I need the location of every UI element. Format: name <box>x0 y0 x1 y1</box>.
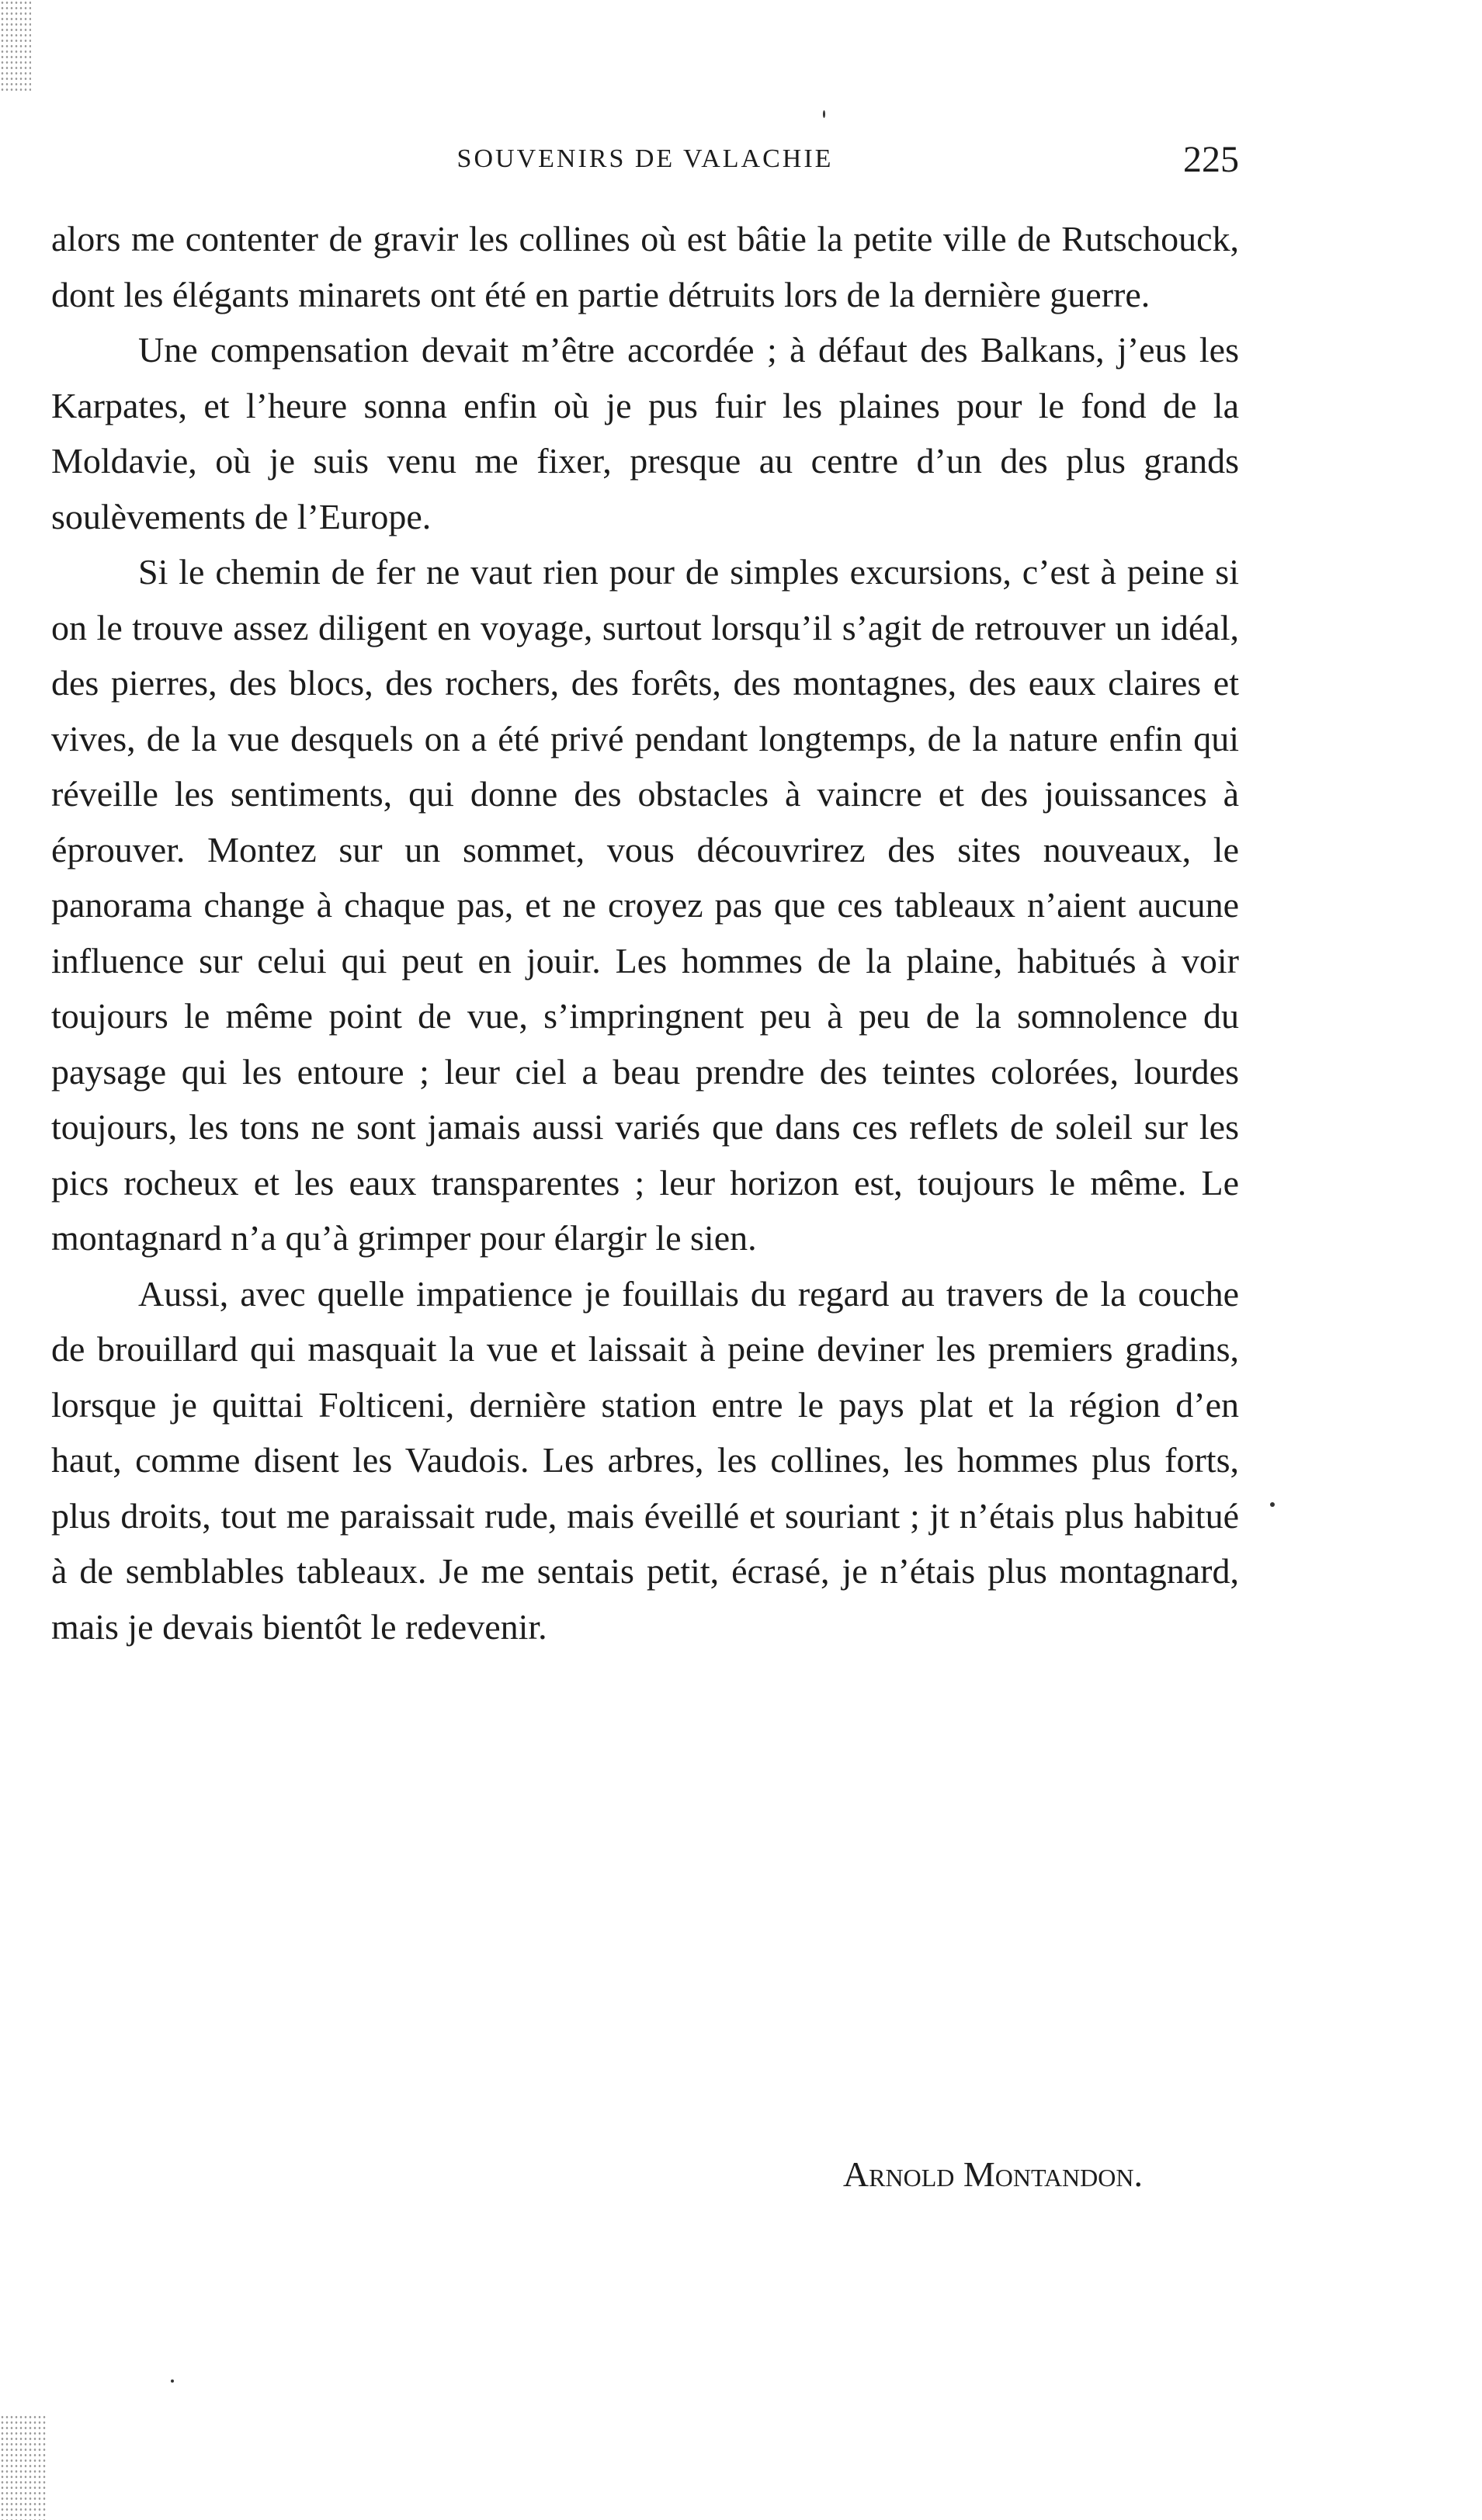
paragraph: Une compensation devait m’être accordée ; à défaut des Balkans, j’eus les Karpates, et l’heure sonna enfin où je pus fuir les plaines pour le fond de la Moldavie, où je suis venu me fixer, presque au centre d’un des plus grands soulèvements de l’Europe. <box>51 330 1239 536</box>
author-signature: Arnold Montandon. <box>842 2154 1143 2194</box>
paragraph: Si le chemin de fer ne vaut rien pour de simples excursions, c’est à peine si on le trouve assez diligent en voyage, surtout lorsqu’il s’agit de retrouver un idéal, des pierres, des blocs, des rochers, des forêts, des montagnes, des eaux claires et vives, de la vue desquels on a été privé pendant longtemps, de la nature enfin qui réveille les sentiments, qui donne des obstacles à vaincre et des jouissances à éprouver. Montez sur un sommet, vous découvrirez des sites nouveaux, le panorama change à chaque pas, et ne croyez pas que ces tableaux n’aient aucune influence sur celui qui peut en jouir. Les hommes de la plaine, habitués à voir toujours le même point de vue, s’impringnent peu à peu de la somnolence du paysage qui les entoure ; leur ciel a beau prendre des teintes colorées, lourdes toujours, les tons ne sont jamais aussi variés que dans ces reflets de soleil sur les pics rocheux et les eaux transparentes ; leur horizon est, toujours le même. Le montagnard n’a qu’à grimper pour élargir le sien. <box>51 552 1239 1258</box>
body-text <box>51 211 1239 1654</box>
running-head <box>51 138 1239 185</box>
paragraph: Aussi, avec quelle impatience je fouillais du regard au travers de la couche de brouillard qui masquait la vue et laissait à peine deviner les premiers gradins, lorsque je quittai Folticeni, dernière station entre le pays plat et la région d’en haut, comme disent les Vaudois. Les arbres, les collines, les hommes plus forts, plus droits, tout me paraissait rude, mais éveillé et souriant ; jt n’étais plus habitué à de semblables tableaux. Je me sentais petit, écrasé, je n’étais plus montagnard, mais je devais bientôt le redevenir. <box>51 1273 1239 1647</box>
running-title: SOUVENIRS DE VALACHIE <box>456 144 834 173</box>
ink-speck <box>1270 1502 1275 1507</box>
page-number: 225 <box>1183 139 1239 180</box>
ink-speck <box>823 110 825 118</box>
paragraph-continuation: alors me contenter de gravir les collines où est bâtie la petite ville de Rutschouck, dont les élégants minarets ont été en partie détruits lors de la dernière guerre. <box>51 219 1239 314</box>
ink-speck <box>171 2379 174 2383</box>
page-edge-speckle-top <box>0 0 31 93</box>
page-edge-speckle-bottom <box>0 2414 47 2520</box>
